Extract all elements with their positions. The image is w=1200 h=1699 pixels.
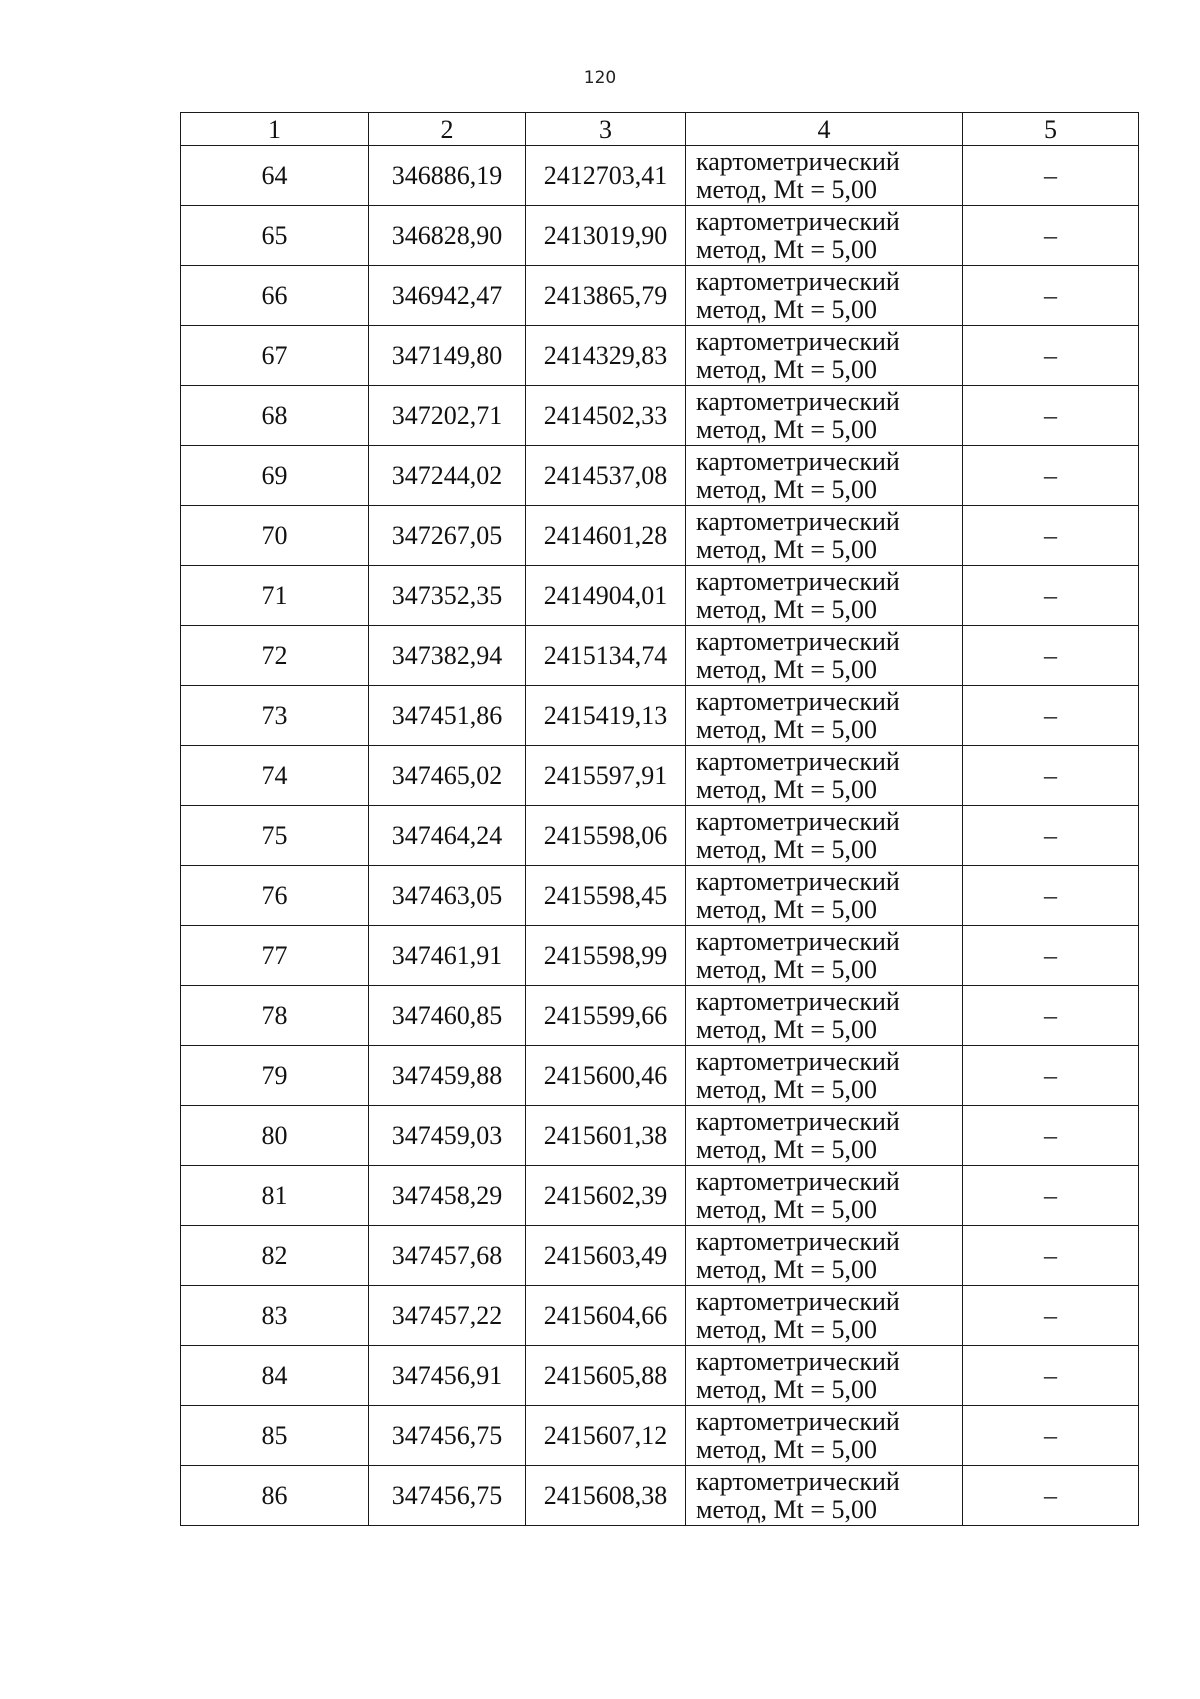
method-line-1: картометрический <box>696 146 900 176</box>
table-row <box>181 506 1139 566</box>
note-cell: – <box>963 1286 1139 1346</box>
point-number-cell: 81 <box>181 1166 369 1226</box>
table-row <box>181 686 1139 746</box>
point-number-cell: 79 <box>181 1046 369 1106</box>
note-cell: – <box>963 206 1139 266</box>
point-number-cell: 67 <box>181 326 369 386</box>
y-coordinate-cell: 2415600,46 <box>526 1046 686 1106</box>
y-coordinate-cell: 2415604,66 <box>526 1286 686 1346</box>
x-coordinate-cell: 347457,22 <box>369 1286 526 1346</box>
y-coordinate-cell: 2413019,90 <box>526 206 686 266</box>
method-line-2: метод, Mt = 5,00 <box>696 1194 877 1224</box>
note-cell: – <box>963 986 1139 1046</box>
x-coordinate-cell: 347382,94 <box>369 626 526 686</box>
y-coordinate-cell: 2415598,06 <box>526 806 686 866</box>
note-cell: – <box>963 566 1139 626</box>
x-coordinate-cell: 347457,68 <box>369 1226 526 1286</box>
point-number-cell: 69 <box>181 446 369 506</box>
method-line-1: картометрический <box>696 1106 900 1136</box>
x-coordinate-cell: 347149,80 <box>369 326 526 386</box>
header-col-4: 4 <box>686 113 963 146</box>
method-cell <box>686 1406 963 1466</box>
method-cell <box>686 686 963 746</box>
point-number-cell: 66 <box>181 266 369 326</box>
page-number: 120 <box>583 68 617 88</box>
method-cell <box>686 866 963 926</box>
y-coordinate-cell: 2415598,99 <box>526 926 686 986</box>
note-cell: – <box>963 446 1139 506</box>
x-coordinate-cell: 347456,91 <box>369 1346 526 1406</box>
point-number-cell: 70 <box>181 506 369 566</box>
table-row <box>181 926 1139 986</box>
y-coordinate-cell: 2415598,45 <box>526 866 686 926</box>
table-row <box>181 1046 1139 1106</box>
method-line-1: картометрический <box>696 686 900 716</box>
method-line-2: метод, Mt = 5,00 <box>696 1434 877 1464</box>
header-row <box>181 113 1139 146</box>
point-number-cell: 72 <box>181 626 369 686</box>
method-cell <box>686 1226 963 1286</box>
y-coordinate-cell: 2415599,66 <box>526 986 686 1046</box>
point-number-cell: 82 <box>181 1226 369 1286</box>
table-row <box>181 326 1139 386</box>
method-cell <box>686 446 963 506</box>
x-coordinate-cell: 347244,02 <box>369 446 526 506</box>
note-cell: – <box>963 386 1139 446</box>
point-number-cell: 76 <box>181 866 369 926</box>
method-cell <box>686 1466 963 1526</box>
method-line-2: метод, Mt = 5,00 <box>696 594 877 624</box>
method-cell <box>686 806 963 866</box>
y-coordinate-cell: 2414904,01 <box>526 566 686 626</box>
x-coordinate-cell: 347451,86 <box>369 686 526 746</box>
x-coordinate-cell: 346828,90 <box>369 206 526 266</box>
x-coordinate-cell: 347463,05 <box>369 866 526 926</box>
method-line-2: метод, Mt = 5,00 <box>696 294 877 324</box>
method-cell <box>686 146 963 206</box>
y-coordinate-cell: 2414601,28 <box>526 506 686 566</box>
method-cell <box>686 1166 963 1226</box>
method-line-2: метод, Mt = 5,00 <box>696 834 877 864</box>
note-cell: – <box>963 926 1139 986</box>
method-line-2: метод, Mt = 5,00 <box>696 1254 877 1284</box>
table-row <box>181 1466 1139 1526</box>
table-header <box>181 113 1139 146</box>
y-coordinate-cell: 2414502,33 <box>526 386 686 446</box>
table-row <box>181 986 1139 1046</box>
table-row <box>181 146 1139 206</box>
note-cell: – <box>963 626 1139 686</box>
x-coordinate-cell: 347202,71 <box>369 386 526 446</box>
method-line-1: картометрический <box>696 446 900 476</box>
table-row <box>181 1406 1139 1466</box>
point-number-cell: 83 <box>181 1286 369 1346</box>
note-cell: – <box>963 806 1139 866</box>
point-number-cell: 86 <box>181 1466 369 1526</box>
method-line-1: картометрический <box>696 866 900 896</box>
x-coordinate-cell: 346886,19 <box>369 146 526 206</box>
point-number-cell: 64 <box>181 146 369 206</box>
method-cell <box>686 1106 963 1166</box>
y-coordinate-cell: 2414537,08 <box>526 446 686 506</box>
method-line-1: картометрический <box>696 1286 900 1316</box>
method-line-2: метод, Mt = 5,00 <box>696 1134 877 1164</box>
header-col-1: 1 <box>181 113 369 146</box>
method-line-1: картометрический <box>696 1046 900 1076</box>
method-line-2: метод, Mt = 5,00 <box>696 894 877 924</box>
y-coordinate-cell: 2415597,91 <box>526 746 686 806</box>
method-line-1: картометрический <box>696 926 900 956</box>
method-line-2: метод, Mt = 5,00 <box>696 1014 877 1044</box>
method-line-1: картометрический <box>696 1166 900 1196</box>
note-cell: – <box>963 1406 1139 1466</box>
method-cell <box>686 926 963 986</box>
note-cell: – <box>963 1106 1139 1166</box>
note-cell: – <box>963 146 1139 206</box>
note-cell: – <box>963 326 1139 386</box>
method-line-2: метод, Mt = 5,00 <box>696 354 877 384</box>
x-coordinate-cell: 347459,88 <box>369 1046 526 1106</box>
method-line-1: картометрический <box>696 1346 900 1376</box>
method-line-2: метод, Mt = 5,00 <box>696 234 877 264</box>
method-cell <box>686 986 963 1046</box>
point-number-cell: 78 <box>181 986 369 1046</box>
x-coordinate-cell: 347459,03 <box>369 1106 526 1166</box>
y-coordinate-cell: 2415607,12 <box>526 1406 686 1466</box>
note-cell: – <box>963 1466 1139 1526</box>
note-cell: – <box>963 866 1139 926</box>
point-number-cell: 73 <box>181 686 369 746</box>
method-line-1: картометрический <box>696 1226 900 1256</box>
point-number-cell: 84 <box>181 1346 369 1406</box>
header-col-3: 3 <box>526 113 686 146</box>
method-line-2: метод, Mt = 5,00 <box>696 774 877 804</box>
method-cell <box>686 1286 963 1346</box>
x-coordinate-cell: 347456,75 <box>369 1466 526 1526</box>
table-row <box>181 1286 1139 1346</box>
table-row <box>181 626 1139 686</box>
table-row <box>181 566 1139 626</box>
method-line-1: картометрический <box>696 986 900 1016</box>
table-row <box>181 746 1139 806</box>
point-number-cell: 65 <box>181 206 369 266</box>
y-coordinate-cell: 2415605,88 <box>526 1346 686 1406</box>
method-line-2: метод, Mt = 5,00 <box>696 654 877 684</box>
table-body <box>181 146 1139 1526</box>
table-row <box>181 446 1139 506</box>
y-coordinate-cell: 2415602,39 <box>526 1166 686 1226</box>
note-cell: – <box>963 1046 1139 1106</box>
y-coordinate-cell: 2415134,74 <box>526 626 686 686</box>
method-line-1: картометрический <box>696 566 900 596</box>
table-row <box>181 206 1139 266</box>
note-cell: – <box>963 1346 1139 1406</box>
point-number-cell: 68 <box>181 386 369 446</box>
x-coordinate-cell: 347267,05 <box>369 506 526 566</box>
table-row <box>181 1166 1139 1226</box>
table-row <box>181 806 1139 866</box>
method-line-1: картометрический <box>696 386 900 416</box>
table-row <box>181 1106 1139 1166</box>
point-number-cell: 77 <box>181 926 369 986</box>
method-line-2: метод, Mt = 5,00 <box>696 414 877 444</box>
method-cell <box>686 1346 963 1406</box>
method-line-1: картометрический <box>696 266 900 296</box>
method-cell <box>686 266 963 326</box>
method-cell <box>686 386 963 446</box>
method-line-1: картометрический <box>696 806 900 836</box>
method-cell <box>686 506 963 566</box>
method-cell <box>686 326 963 386</box>
point-number-cell: 80 <box>181 1106 369 1166</box>
method-line-2: метод, Mt = 5,00 <box>696 1374 877 1404</box>
method-line-1: картометрический <box>696 1466 900 1496</box>
method-line-2: метод, Mt = 5,00 <box>696 1074 877 1104</box>
y-coordinate-cell: 2414329,83 <box>526 326 686 386</box>
note-cell: – <box>963 686 1139 746</box>
method-line-2: метод, Mt = 5,00 <box>696 474 877 504</box>
y-coordinate-cell: 2415419,13 <box>526 686 686 746</box>
point-number-cell: 75 <box>181 806 369 866</box>
header-col-5: 5 <box>963 113 1139 146</box>
method-line-2: метод, Mt = 5,00 <box>696 954 877 984</box>
method-cell <box>686 206 963 266</box>
table-row <box>181 1346 1139 1406</box>
method-line-1: картометрический <box>696 506 900 536</box>
method-line-1: картометрический <box>696 1406 900 1436</box>
point-number-cell: 71 <box>181 566 369 626</box>
x-coordinate-cell: 347458,29 <box>369 1166 526 1226</box>
method-cell <box>686 626 963 686</box>
table-row <box>181 1226 1139 1286</box>
header-col-2: 2 <box>369 113 526 146</box>
note-cell: – <box>963 1166 1139 1226</box>
note-cell: – <box>963 1226 1139 1286</box>
method-cell <box>686 1046 963 1106</box>
note-cell: – <box>963 266 1139 326</box>
y-coordinate-cell: 2412703,41 <box>526 146 686 206</box>
method-line-1: картометрический <box>696 206 900 236</box>
y-coordinate-cell: 2415601,38 <box>526 1106 686 1166</box>
method-line-1: картометрический <box>696 746 900 776</box>
x-coordinate-cell: 347461,91 <box>369 926 526 986</box>
x-coordinate-cell: 347456,75 <box>369 1406 526 1466</box>
y-coordinate-cell: 2413865,79 <box>526 266 686 326</box>
method-line-2: метод, Mt = 5,00 <box>696 174 877 204</box>
method-line-2: метод, Mt = 5,00 <box>696 534 877 564</box>
method-line-2: метод, Mt = 5,00 <box>696 1494 877 1524</box>
method-line-1: картометрический <box>696 626 900 656</box>
point-number-cell: 85 <box>181 1406 369 1466</box>
y-coordinate-cell: 2415603,49 <box>526 1226 686 1286</box>
x-coordinate-cell: 347464,24 <box>369 806 526 866</box>
coordinates-table <box>180 112 1139 1526</box>
note-cell: – <box>963 746 1139 806</box>
note-cell: – <box>963 506 1139 566</box>
method-line-2: метод, Mt = 5,00 <box>696 1314 877 1344</box>
table-row <box>181 866 1139 926</box>
table-row <box>181 386 1139 446</box>
x-coordinate-cell: 346942,47 <box>369 266 526 326</box>
x-coordinate-cell: 347465,02 <box>369 746 526 806</box>
method-line-2: метод, Mt = 5,00 <box>696 714 877 744</box>
y-coordinate-cell: 2415608,38 <box>526 1466 686 1526</box>
point-number-cell: 74 <box>181 746 369 806</box>
x-coordinate-cell: 347352,35 <box>369 566 526 626</box>
x-coordinate-cell: 347460,85 <box>369 986 526 1046</box>
method-line-1: картометрический <box>696 326 900 356</box>
table-row <box>181 266 1139 326</box>
method-cell <box>686 566 963 626</box>
method-cell <box>686 746 963 806</box>
